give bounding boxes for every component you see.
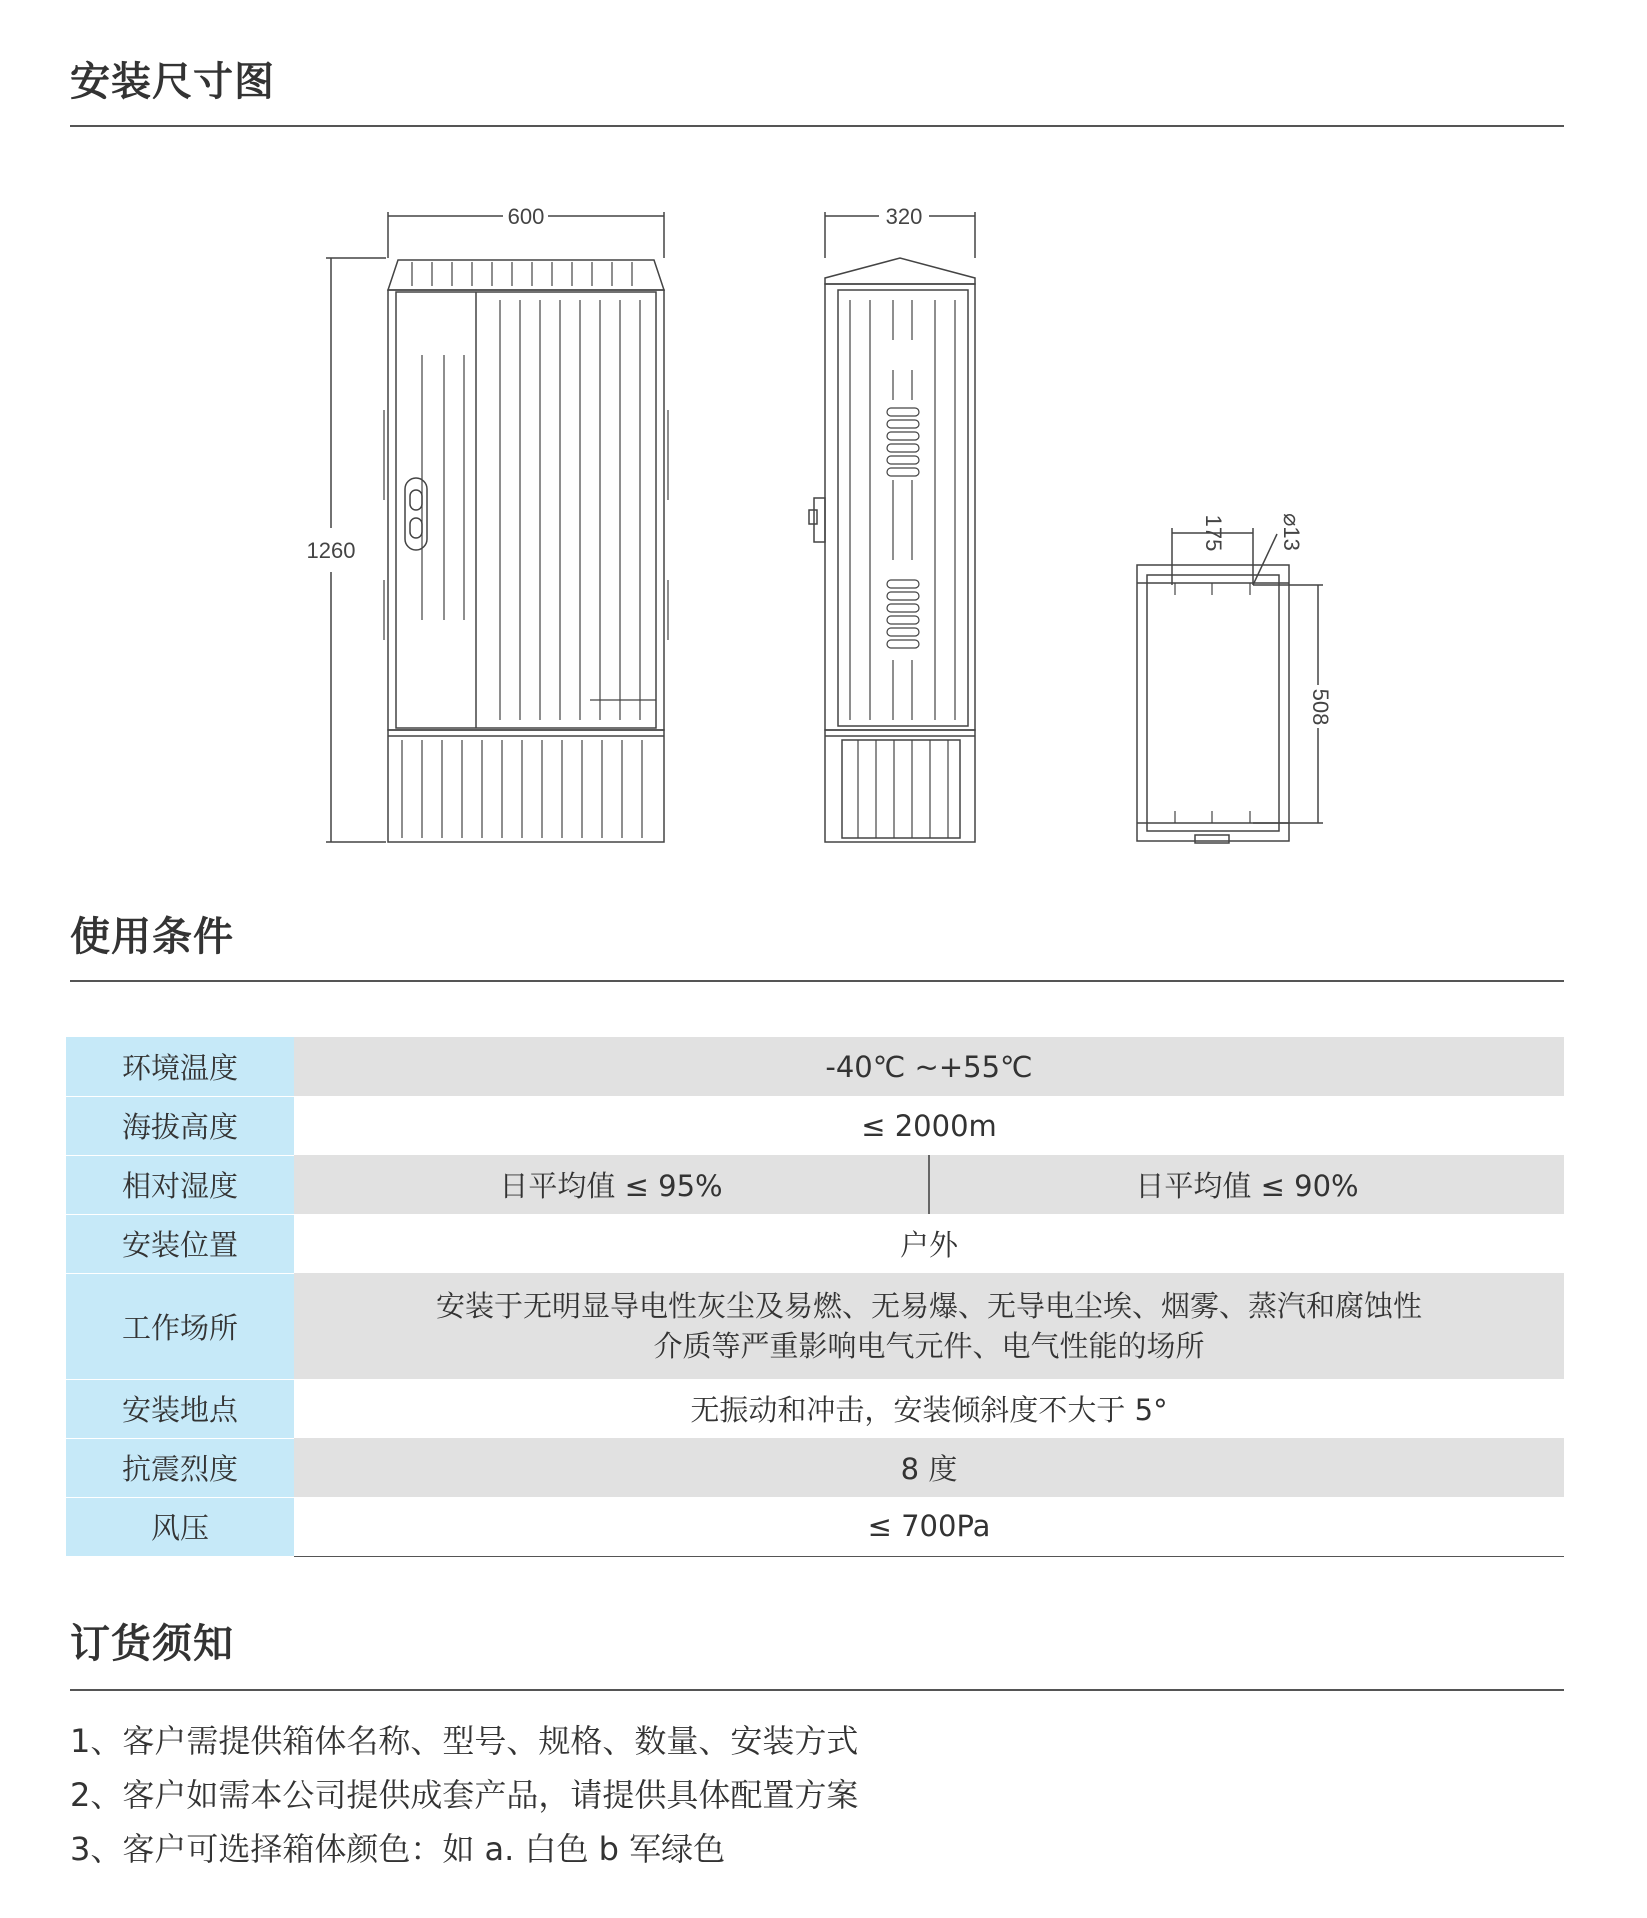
section-title-install: 安装尺寸图 [70,59,275,105]
conditions-table [66,1037,1564,1557]
table-row [66,1214,1564,1273]
front-view [326,212,668,842]
row-value: 8 度 [294,1438,1564,1497]
list-item: 2、客户如需本公司提供成套产品，请提供具体配置方案 [70,1776,859,1814]
row-label: 抗震烈度 [66,1438,294,1497]
table-row [66,1379,1564,1438]
section-title-conditions: 使用条件 [70,914,234,960]
dim-base-hole: ⌀13 [1279,513,1304,551]
section-divider [70,1689,1564,1691]
dim-front-width: 600 [507,204,545,229]
dim-base-175: 175 [1201,514,1226,552]
row-label: 环境温度 [66,1037,294,1096]
row-value: 户外 [294,1214,1564,1273]
row-value: -40℃ ~+55℃ [294,1037,1564,1096]
table-row [66,1096,1564,1155]
section-title-ordering: 订货须知 [70,1621,234,1667]
row-label: 安装位置 [66,1214,294,1273]
dim-side-depth: 320 [885,204,923,229]
table-row [66,1497,1564,1556]
table-row [66,1273,1564,1379]
row-label: 海拔高度 [66,1096,294,1155]
dim-front-height: 1260 [306,538,356,563]
row-label: 相对湿度 [66,1155,294,1214]
dim-base-508: 508 [1308,688,1333,726]
row-value [294,1273,1564,1379]
row-label: 工作场所 [66,1273,294,1379]
row-value-a: 日平均值 ≤ 95% [294,1155,929,1214]
row-value-line: 介质等严重影响电气元件、电气性能的场所 [653,1329,1205,1363]
row-value: ≤ 700Pa [294,1497,1564,1556]
section-divider [70,980,1564,982]
installation-dimension-drawing [0,160,1647,880]
row-label: 安装地点 [66,1379,294,1438]
table-row [66,1438,1564,1497]
row-value: ≤ 2000m [294,1096,1564,1155]
row-value-b: 日平均值 ≤ 90% [929,1155,1564,1214]
list-item: 3、客户可选择箱体颜色：如 a. 白色 b 军绿色 [70,1830,726,1868]
row-label: 风压 [66,1497,294,1556]
row-value-line: 安装于无明显导电性灰尘及易燃、无易爆、无导电尘埃、烟雾、蒸汽和腐蚀性 [435,1289,1422,1323]
side-view [809,212,975,842]
table-row [66,1155,1564,1214]
ordering-notes-list [70,1714,858,1876]
row-value: 无振动和冲击，安装倾斜度不大于 5° [294,1379,1564,1438]
table-row [66,1037,1564,1096]
list-item: 1、客户需提供箱体名称、型号、规格、数量、安装方式 [70,1722,859,1760]
base-plan-view [1137,528,1323,843]
section-divider [70,125,1564,127]
